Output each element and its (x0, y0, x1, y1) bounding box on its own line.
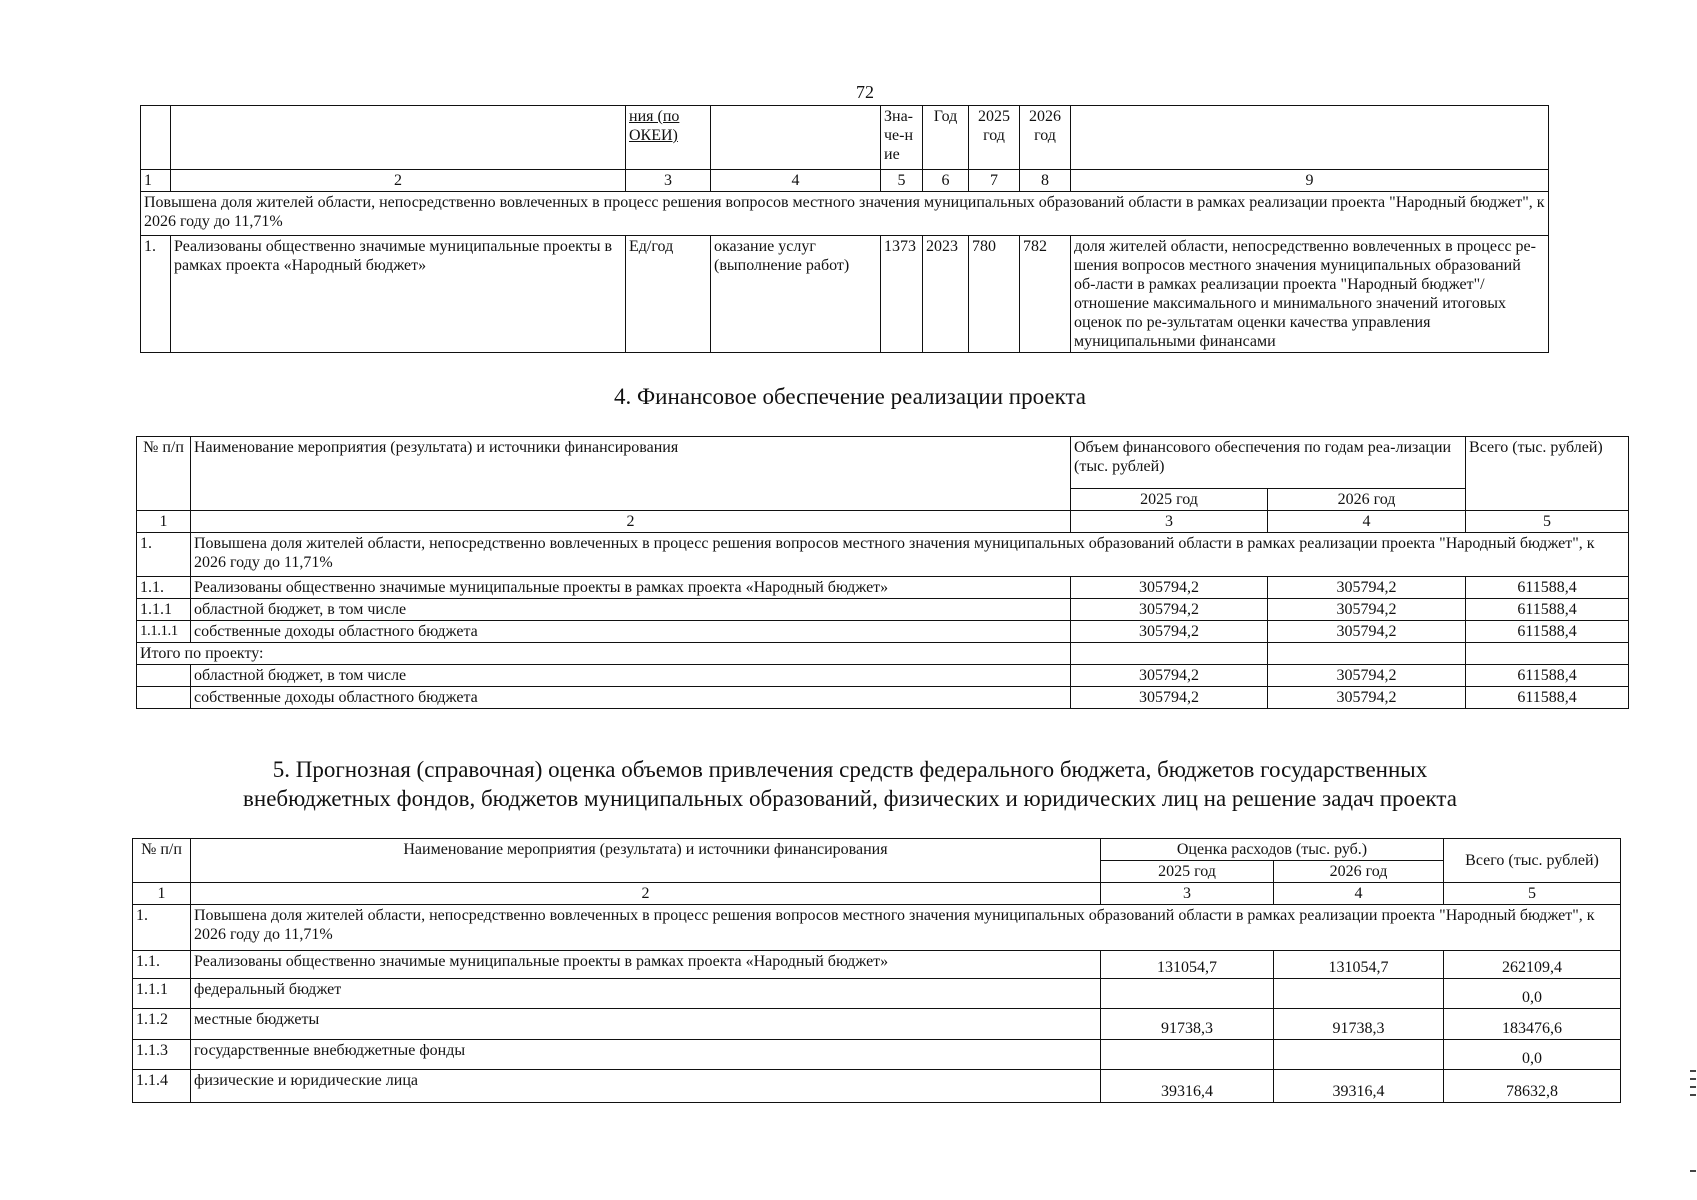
table-row (133, 951, 1621, 979)
table5-numbers-row (133, 883, 1621, 905)
row-number: 1.1.3 (133, 1040, 191, 1070)
row-number: 1. (141, 236, 171, 353)
indicators-table (140, 105, 1549, 353)
row-2025: 305794,2 (1071, 687, 1268, 709)
row-name: физические и юридические лица (191, 1070, 1101, 1103)
page-number: 72 (856, 82, 874, 102)
section4-title: 4. Финансовое обеспечение реализации проекта (613, 384, 1086, 409)
financing-table (136, 436, 1629, 709)
table1-year-header: Год (923, 106, 969, 170)
row-2026: 131054,7 (1274, 951, 1444, 979)
scan-mark (1690, 1094, 1696, 1096)
col-number: 4 (711, 170, 881, 192)
col-number: 3 (626, 170, 711, 192)
row-number: 1.1. (137, 577, 191, 599)
col-number: 6 (923, 170, 969, 192)
row-name: областной бюджет, в том числе (191, 599, 1071, 621)
year-2025-header: 2025 год (1101, 861, 1274, 883)
row-2026: 91738,3 (1274, 1009, 1444, 1040)
row-total: 611588,4 (1466, 577, 1629, 599)
col-number: 1 (137, 511, 191, 533)
row-number: 1.1.1 (133, 979, 191, 1009)
table5-header-row (133, 839, 1621, 861)
row-number: 1.1.1.1 (137, 621, 191, 643)
row-name: местные бюджеты (191, 1009, 1101, 1040)
row-total: 78632,8 (1444, 1070, 1621, 1103)
goal-text: Повышена доля жителей области, непосредственно вовлеченных в процесс решения вопросов местного значения муниципальных образований области в рамках реализации проекта "Народный бюджет", к 2026 году до 11,71% (141, 192, 1549, 236)
row-2026: 305794,2 (1268, 687, 1466, 709)
row-2026 (1274, 979, 1444, 1009)
row-year: 2023 (923, 236, 969, 353)
no-header: № п/п (133, 839, 191, 883)
row-total: 611588,4 (1466, 687, 1629, 709)
col-number: 5 (881, 170, 923, 192)
col-number: 1 (133, 883, 191, 905)
row-value: 1373 (881, 236, 923, 353)
row-number: 1.1. (133, 951, 191, 979)
col-number: 5 (1466, 511, 1629, 533)
year-2025-header: 2025 год (1071, 489, 1268, 511)
col-number: 2 (171, 170, 626, 192)
row-2026: 305794,2 (1268, 599, 1466, 621)
col-number: 2 (191, 883, 1101, 905)
row-2026: 305794,2 (1268, 621, 1466, 643)
table1-header-row (141, 106, 1549, 170)
row-number: 1.1.4 (133, 1070, 191, 1103)
scan-mark (1690, 1070, 1696, 1072)
row-2025: 39316,4 (1101, 1070, 1274, 1103)
row-name: собственные доходы областного бюджета (191, 621, 1071, 643)
year-2026-header: 2026 год (1274, 861, 1444, 883)
row-2025: 305794,2 (1071, 577, 1268, 599)
itogo-row (137, 643, 1629, 665)
row-total: 0,0 (1444, 979, 1621, 1009)
table1-2026-header: 2026 год (1020, 106, 1071, 170)
row-number: 1.1.1 (137, 599, 191, 621)
year-2026-header: 2026 год (1268, 489, 1466, 511)
goal-number: 1. (137, 533, 191, 577)
volume-header: Объем финансового обеспечения по годам реа-лизации (тыс. рублей) (1071, 437, 1466, 489)
col-number: 4 (1268, 511, 1466, 533)
row-2025: 305794,2 (1071, 621, 1268, 643)
section5-title-line1: 5. Прогнозная (справочная) оценка объемов привлечения средств федерального бюджета, бюджетов государственных (272, 757, 1428, 782)
row-2025: 91738,3 (1101, 1009, 1274, 1040)
table1-numbers-row (141, 170, 1549, 192)
table1-value-header: Зна-че-ние (881, 106, 923, 170)
scan-mark (1690, 1086, 1696, 1088)
scan-mark (1690, 1170, 1696, 1172)
table4-header-row (137, 437, 1629, 489)
total-header: Всего (тыс. рублей) (1466, 437, 1629, 511)
col-number: 4 (1274, 883, 1444, 905)
table1-data-row (141, 236, 1549, 353)
col-number: 1 (141, 170, 171, 192)
no-header: № п/п (137, 437, 191, 511)
row-2025 (1101, 1040, 1274, 1070)
row-type: оказание услуг (выполнение работ) (711, 236, 881, 353)
row-2026: 305794,2 (1268, 665, 1466, 687)
table4-numbers-row (137, 511, 1629, 533)
table-row (133, 979, 1621, 1009)
row-number: 1.1.2 (133, 1009, 191, 1040)
table-row (137, 665, 1629, 687)
row-2025: 131054,7 (1101, 951, 1274, 979)
goal-text: Повышена доля жителей области, непосредственно вовлеченных в процесс решения вопросов местного значения муниципальных образований области в рамках реализации проекта "Народный бюджет", к 2026 году до 11,71% (191, 905, 1621, 951)
row-name: собственные доходы областного бюджета (191, 687, 1071, 709)
row-total: 262109,4 (1444, 951, 1621, 979)
row-2026: 305794,2 (1268, 577, 1466, 599)
row-name: Реализованы общественно значимые муниципальные проекты в рамках проекта «Народный бюджет» (191, 951, 1101, 979)
scan-mark (1690, 1078, 1696, 1080)
row-name: федеральный бюджет (191, 979, 1101, 1009)
section5-title-line2: внебюджетных фондов, бюджетов муниципальных образований, физических и юридических лиц на решение задач проекта (243, 786, 1457, 811)
table-row (137, 687, 1629, 709)
row-2026: 39316,4 (1274, 1070, 1444, 1103)
row-2025: 305794,2 (1071, 665, 1268, 687)
table-row (133, 1040, 1621, 1070)
itogo-label: Итого по проекту: (137, 643, 1071, 665)
col-number: 3 (1071, 511, 1268, 533)
row-total: 183476,6 (1444, 1009, 1621, 1040)
col-number: 3 (1101, 883, 1274, 905)
estimate-table (132, 838, 1621, 1103)
row-name: государственные внебюджетные фонды (191, 1040, 1101, 1070)
col-number: 5 (1444, 883, 1621, 905)
table-row (137, 599, 1629, 621)
row-2025: 780 (969, 236, 1020, 353)
goal-text: Повышена доля жителей области, непосредственно вовлеченных в процесс решения вопросов местного значения муниципальных образований области в рамках реализации проекта "Народный бюджет", к 2026 году до 11,71% (191, 533, 1629, 577)
table1-unit-header: ния (по ОКЕИ) (626, 106, 711, 170)
col-number: 2 (191, 511, 1071, 533)
table-row (137, 577, 1629, 599)
estimate-header: Оценка расходов (тыс. руб.) (1101, 839, 1444, 861)
row-2025: 305794,2 (1071, 599, 1268, 621)
total-header: Всего (тыс. рублей) (1444, 839, 1621, 883)
row-2026 (1274, 1040, 1444, 1070)
row-name: областной бюджет, в том числе (191, 665, 1071, 687)
row-name: Реализованы общественно значимые муниципальные проекты в рамках проекта «Народный бюджет» (191, 577, 1071, 599)
col-number: 8 (1020, 170, 1071, 192)
goal-number: 1. (133, 905, 191, 951)
name-header: Наименование мероприятия (результата) и источники финансирования (191, 839, 1101, 883)
row-total: 611588,4 (1466, 665, 1629, 687)
row-link: доля жителей области, непосредственно вовлеченных в процесс ре-шения вопросов местного значения муниципальных образований об-ласти в рамках реализации проекта "Народный бюджет"/ отношение максимального и минимального значений итоговых оценок по ре-зультатам оценки качества управления муниципальными финансами (1071, 236, 1549, 353)
row-2026: 782 (1020, 236, 1071, 353)
row-total: 611588,4 (1466, 599, 1629, 621)
row-total: 611588,4 (1466, 621, 1629, 643)
table-row (133, 1070, 1621, 1103)
name-header: Наименование мероприятия (результата) и источники финансирования (191, 437, 1071, 511)
table-row (133, 1009, 1621, 1040)
table1-goal-row (141, 192, 1549, 236)
table5-goal-row (133, 905, 1621, 951)
row-2025 (1101, 979, 1274, 1009)
row-total: 0,0 (1444, 1040, 1621, 1070)
row-name: Реализованы общественно значимые муниципальные проекты в рамках проекта «Народный бюджет» (171, 236, 626, 353)
col-number: 7 (969, 170, 1020, 192)
table4-goal-row (137, 533, 1629, 577)
table1-2025-header: 2025 год (969, 106, 1020, 170)
table-row (137, 621, 1629, 643)
col-number: 9 (1071, 170, 1549, 192)
row-unit: Ед/год (626, 236, 711, 353)
